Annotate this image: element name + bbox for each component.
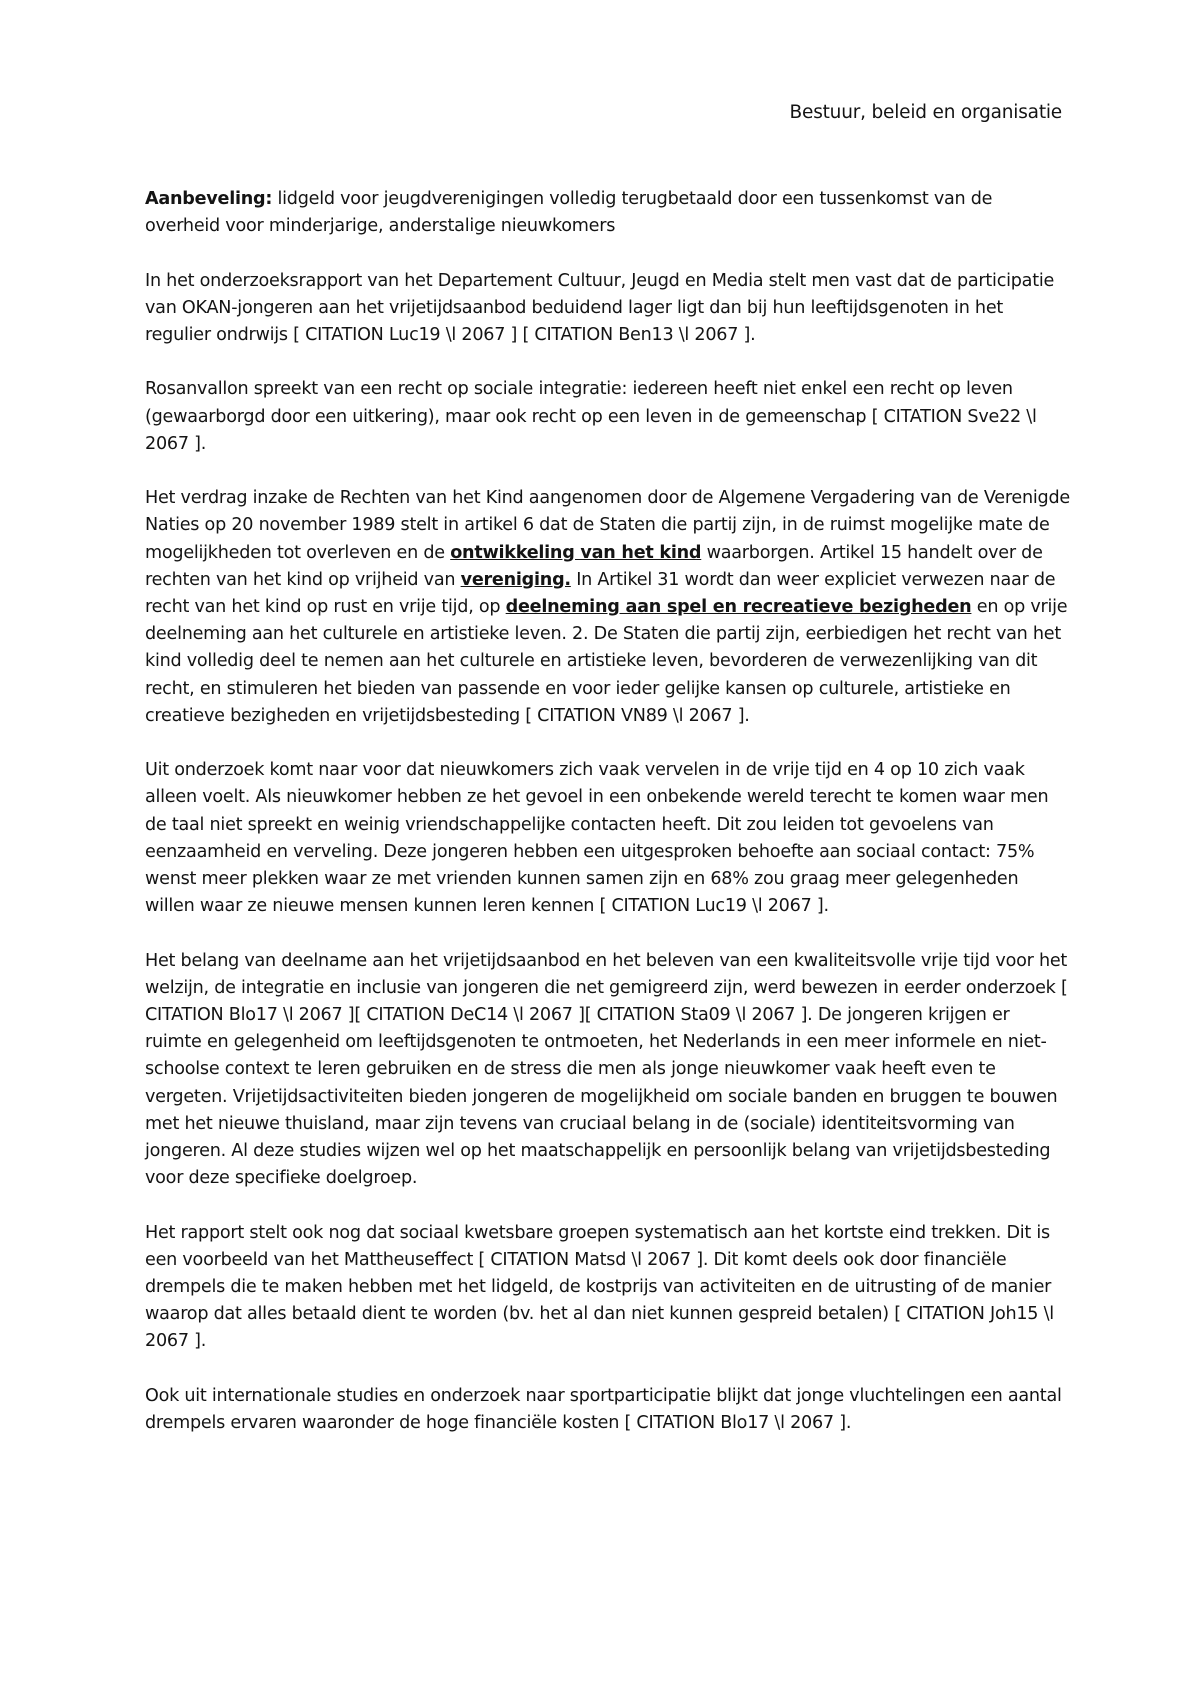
paragraph-matthew-effect: Het rapport stelt ook nog dat sociaal kwetsbare groepen systematisch aan het kortste eind trekken. Dit is een voorbeeld van het Mattheuseffect [ CITATION Matsd \l 2067 ]. Dit komt deels ook door financiële drempels die te maken hebben met het lidgeld, de kostprijs van activiteiten en de uitrusting of de manier waarop dat alles betaald dient te worden (bv. het al dan niet kunnen gespreid betalen) [ CITATION Joh15 \l 2067 ]. [145,1222,1054,1352]
paragraph-social-integration: Rosanvallon spreekt van een recht op sociale integratie: iedereen heeft niet enkel een recht op leven (gewaarborgd door een uitkering), maar ook recht op een leven in de gemeenschap [ CITATION Sve22 \l 2067 ]. [145,379,1037,454]
paragraph-text: Het verdrag inzake de Rechten van het Kind aangenomen door de Algemene Vergadering van de Verenigde Naties op 20 november 1989 stelt in artikel 6 dat de Staten die partij zijn, in de ruimst mogelijke mate de mogelijkheden tot overleven en de [145,488,1070,563]
recommendation-label: Aanbeveling: [145,189,273,209]
page-header: Bestuur, beleid en organisatie [789,102,1062,123]
paragraph-international-studies: Ook uit internationale studies en onderzoek naar sportparticipatie blijkt dat jonge vluchtelingen een aantal drempels ervaren waaronder de hoge financiële kosten [ CITATION Blo17 \l 2067 ]. [145,1385,1062,1434]
paragraph-childrens-rights [145,485,1070,730]
emphasis-association: vereniging. [460,569,571,590]
paragraph-research-loneliness: Uit onderzoek komt naar voor dat nieuwkomers zich vaak vervelen in de vrije tijd en 4 op 10 zich vaak alleen voelt. Als nieuwkomer hebben ze het gevoel in een onbekende wereld terecht te komen waar men de taal niet spreekt en weinig vriendschappelijke contacten heeft. Dit zou leiden tot gevoelens van eenzaamheid en verveling. Deze jongeren hebben een uitgesproken behoefte aan sociaal contact: 75% wenst meer plekken waar ze met vrienden kunnen samen zijn en 68% zou graag meer gelegenheden willen waar ze nieuwe mensen kunnen leren kennen [ CITATION Luc19 \l 2067 ]. [145,760,1049,917]
paragraph-text: waarborgen. Artikel 15 handelt over de rechten van het kind op vrijheid van [145,542,1043,590]
paragraph-text: en op vrije deelneming aan het culturele en artistieke leven. 2. De Staten die partij zijn, eerbiedigen het recht van het kind volledig deel te nemen aan het culturele en artistieke leven, bevorderen de verwezenlijking van dit recht, en stimuleren het bieden van passende en voor ieder gelijke kansen op culturele, artistieke en creatieve bezigheden en vrijetijdsbesteding [ CITATION VN89 \l 2067 ]. [145,597,1068,726]
paragraph-text: In Artikel 31 wordt dan weer expliciet verwezen naar de recht van het kind op rust en vrije tijd, op [145,569,1056,617]
paragraph-leisure-importance: Het belang van deelname aan het vrijetijdsaanbod en het beleven van een kwaliteitsvolle vrije tijd voor het welzijn, de integratie en inclusie van jongeren die net gemigreerd zijn, werd bewezen in eerder onderzoek [ CITATION Blo17 \l 2067 ][ CITATION DeC14 \l 2067 ][ CITATION Sta09 \l 2067 ]. De jongeren krijgen er ruimte en gelegenheid om leeftijdsgenoten te ontmoeten, het Nederlands in een meer informele en niet-schoolse context te leren gebruiken en de stress die men als jonge nieuwkomer vaak heeft even te vergeten. Vrijetijdsactiviteiten bieden jongeren de mogelijkheid om sociale banden en bruggen te bouwen met het nieuwe thuisland, maar zijn tevens van cruciaal belang in de (sociale) identiteitsvorming van jongeren. Al deze studies wijzen wel op het maatschappelijk en persoonlijk belang van vrijetijdsbesteding voor deze specifieke doelgroep. [145,950,1068,1189]
emphasis-development: ontwikkeling van het kind [450,542,702,563]
document-body [145,186,1070,1464]
emphasis-play-recreation: deelneming aan spel en recreatieve bezigheden [505,597,972,617]
recommendation-text: lidgeld voor jeugdverenigingen volledig terugbetaald door een tussenkomst van de overheid voor minderjarige, anderstalige nieuwkomers [145,189,993,237]
paragraph-research-report: In het onderzoeksrapport van het Departement Cultuur, Jeugd en Media stelt men vast dat de participatie van OKAN-jongeren aan het vrijetijdsaanbod beduidend lager ligt dan bij hun leeftijdsgenoten in het regulier ondrwijs [ CITATION Luc19 \l 2067 ] [ CITATION Ben13 \l 2067 ]. [145,270,1055,345]
recommendation-paragraph [145,186,1070,240]
